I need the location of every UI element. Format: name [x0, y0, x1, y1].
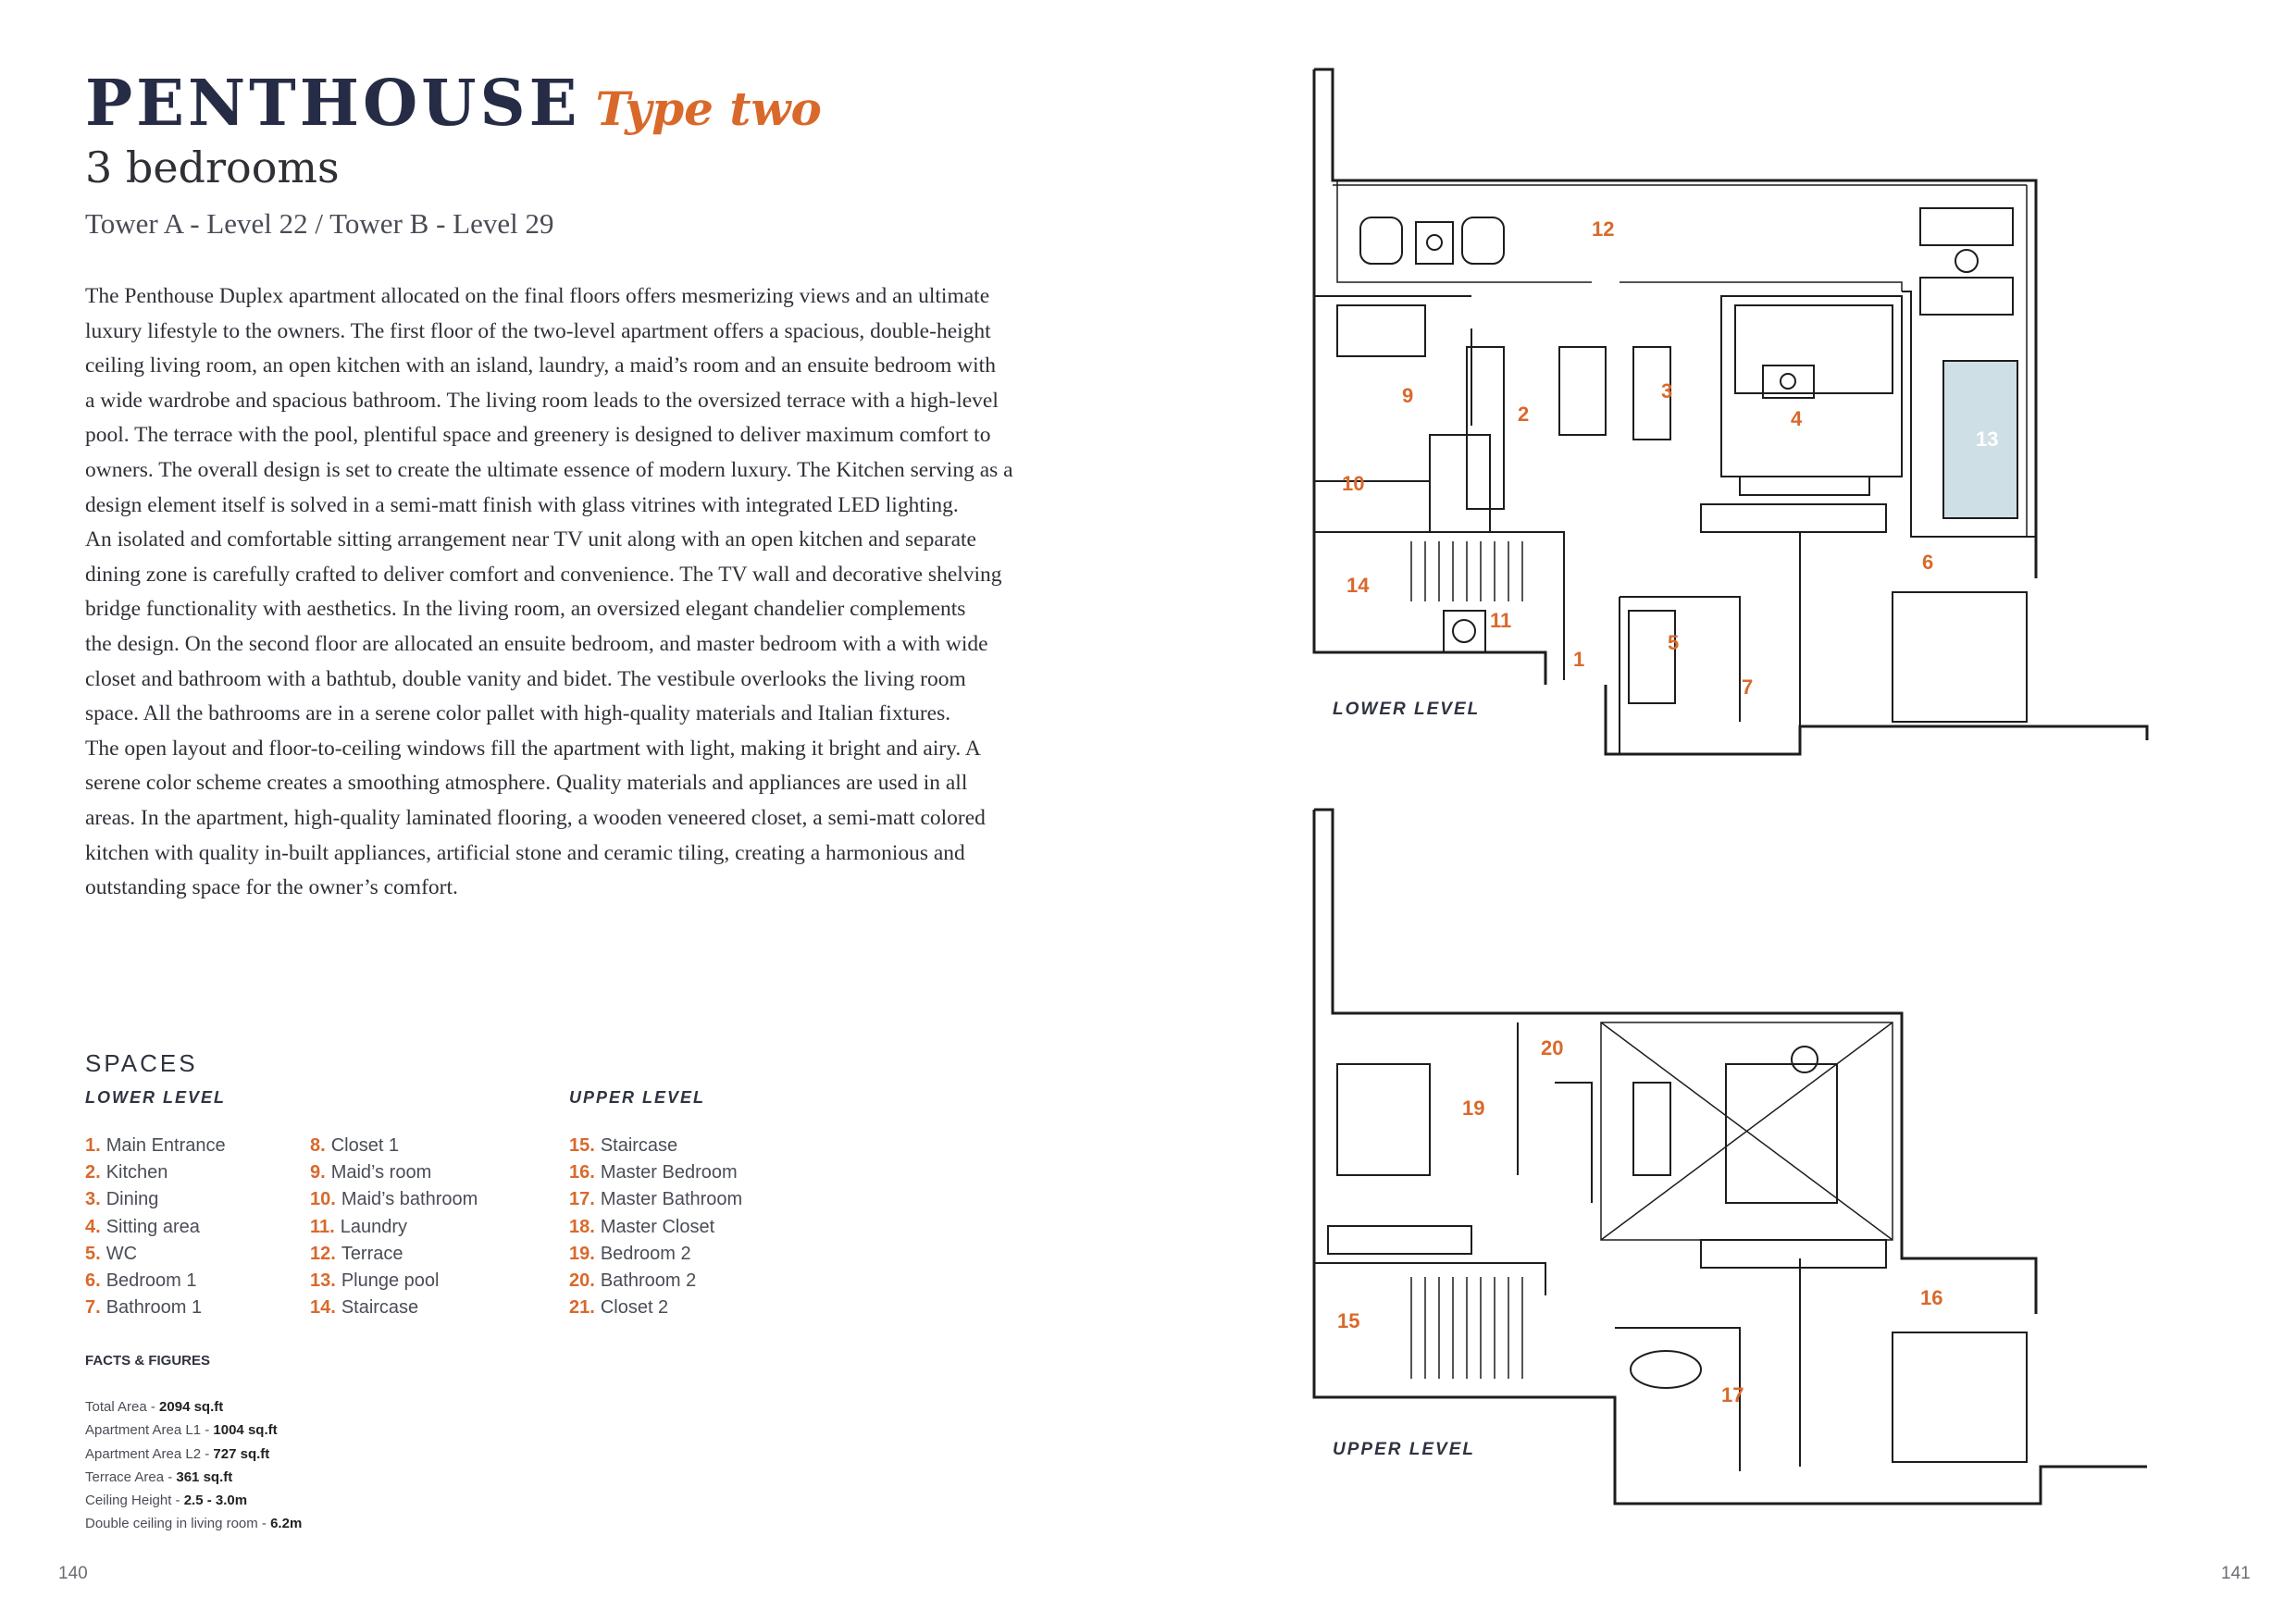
upper-spaces-list [569, 1133, 742, 1321]
fact-value: 361 sq.ft [176, 1468, 233, 1485]
dining-table-below [1633, 1083, 1670, 1175]
item-label: Master Closet [600, 1216, 715, 1237]
room-number: 7 [1742, 675, 1754, 699]
list-item [310, 1214, 478, 1241]
room-number: 13 [1976, 427, 1999, 451]
room-number: 9 [1402, 384, 1414, 407]
kitchen-island [1559, 347, 1606, 435]
item-number: 18. [569, 1216, 595, 1237]
list-item [85, 1159, 226, 1186]
shelving [1701, 504, 1886, 532]
fact-item [85, 1443, 302, 1466]
item-number: 20. [569, 1270, 595, 1292]
room-number: 16 [1920, 1286, 1943, 1309]
page-number-left: 140 [58, 1564, 88, 1583]
item-label: Plunge pool [341, 1270, 440, 1292]
list-item [569, 1295, 742, 1321]
side-table [1416, 222, 1453, 264]
exterior-wall [1314, 69, 2036, 578]
fact-item [85, 1419, 302, 1442]
terrace-edge [1337, 180, 1592, 282]
fact-value: 6.2m [270, 1516, 303, 1532]
room-number: 5 [1668, 631, 1680, 654]
title-accent: Type two [595, 81, 822, 136]
facts-list [85, 1395, 302, 1536]
description-line: luxury lifestyle to the owners. The first floor of the two-level apartment offers a spacious, double-height [85, 318, 991, 343]
description-line: owners. The overall design is set to create the ultimate essence of modern luxury. The Kitchen serving as a [85, 457, 1013, 482]
description-line: pool. The terrace with the pool, plentiful space and greenery is designed to deliver maximum comfort to [85, 423, 991, 448]
description-line: outstanding space for the owner’s comfort. [85, 875, 458, 900]
item-label: Dining [105, 1189, 159, 1210]
description [85, 279, 1112, 906]
upper-level-label: UPPER LEVEL [1333, 1440, 1475, 1459]
description-line: bridge functionality with aesthetics. In the living room, an oversized elegant chandelier complements [85, 597, 966, 622]
item-label: Maid’s bathroom [341, 1189, 478, 1210]
room-number: 15 [1337, 1309, 1360, 1332]
item-number: 21. [569, 1297, 595, 1319]
description-line: design element itself is solved in a semi-matt finish with glass vitrines with integrated LED lighting. [85, 492, 959, 517]
fact-label: Total Area - [85, 1399, 160, 1415]
lounge-chair [1462, 217, 1504, 264]
maid-bed [1337, 305, 1425, 356]
description-line: The open layout and floor-to-ceiling windows fill the apartment with light, making it bright and airy. A [85, 736, 981, 761]
list-item [85, 1268, 226, 1295]
staircase [1411, 541, 1522, 601]
room-number: 1 [1573, 648, 1585, 671]
fact-label: Terrace Area - [85, 1468, 177, 1485]
item-label: Terrace [341, 1243, 403, 1264]
lower-spaces-list-2 [310, 1133, 478, 1321]
fact-value: 2.5 - 3.0m [183, 1493, 248, 1509]
list-item [85, 1186, 226, 1213]
list-item [310, 1268, 478, 1295]
fact-value: 1004 sq.ft [213, 1422, 278, 1439]
item-number: 1. [85, 1135, 101, 1156]
list-item [310, 1159, 478, 1186]
lower-level-floor-plan [1296, 65, 2166, 768]
terrace-edge [1620, 282, 1902, 291]
bedroom-1-bed [1893, 592, 2027, 722]
list-item [85, 1214, 226, 1241]
item-label: WC [105, 1243, 138, 1264]
description-line: ceiling living room, an open kitchen with an island, laundry, a maid’s room and an ensuite bedroom with [85, 353, 996, 378]
description-line: areas. In the apartment, high-quality laminated flooring, a wooden veneered closet, a semi-matt colored [85, 805, 986, 830]
subtitle: 3 bedrooms [85, 142, 340, 192]
terrace-table [1955, 250, 1978, 272]
lower-level-heading: LOWER LEVEL [85, 1088, 226, 1107]
item-number: 12. [310, 1243, 336, 1264]
chair [1792, 1047, 1818, 1072]
room-number: 2 [1518, 403, 1530, 426]
item-number: 8. [310, 1135, 326, 1156]
fact-item [85, 1512, 302, 1535]
list-item [569, 1186, 742, 1213]
side-table-marker [1427, 235, 1442, 250]
fact-label: Apartment Area L1 - [85, 1422, 214, 1439]
bathtub-area [1629, 611, 1675, 703]
description-line: kitchen with quality in-built appliances, artificial stone and ceramic tiling, creating a harmonious and [85, 840, 965, 865]
item-number: 7. [85, 1297, 101, 1319]
interior-wall [1555, 1083, 1592, 1203]
lounge-chair [1360, 217, 1402, 264]
title-text: PENTHOUSE [85, 67, 581, 141]
exterior-wall [1314, 810, 2036, 1314]
item-number: 10. [310, 1189, 336, 1210]
item-number: 19. [569, 1243, 595, 1264]
interior-wall [1430, 435, 1490, 532]
sun-lounger [1920, 278, 2013, 315]
item-label: Master Bathroom [600, 1189, 743, 1210]
item-label: Maid’s room [330, 1162, 432, 1183]
room-number: 4 [1791, 407, 1803, 430]
item-label: Closet 2 [600, 1297, 669, 1319]
item-label: Bedroom 2 [600, 1243, 691, 1264]
fact-label: Apartment Area L2 - [85, 1445, 214, 1462]
item-label: Sitting area [105, 1216, 200, 1237]
item-number: 4. [85, 1216, 101, 1237]
staircase [1411, 1277, 1522, 1379]
fact-value: 2094 sq.ft [159, 1399, 224, 1415]
item-number: 2. [85, 1162, 101, 1183]
fact-item [85, 1466, 302, 1489]
list-item [569, 1159, 742, 1186]
chandelier-marker [1781, 374, 1795, 389]
laundry-machine [1444, 611, 1485, 652]
fact-label: Double ceiling in living room - [85, 1516, 271, 1532]
item-label: Staircase [600, 1135, 678, 1156]
item-label: Bathroom 2 [600, 1270, 697, 1292]
item-number: 14. [310, 1297, 336, 1319]
page-number-right: 141 [2221, 1564, 2251, 1583]
item-number: 9. [310, 1162, 326, 1183]
closet-2 [1328, 1226, 1471, 1254]
item-number: 13. [310, 1270, 336, 1292]
fact-item [85, 1489, 302, 1512]
description-line: closet and bathroom with a bathtub, double vanity and bidet. The vestibule overlooks the living room [85, 666, 966, 691]
room-number: 20 [1541, 1036, 1564, 1059]
item-number: 17. [569, 1189, 595, 1210]
sun-lounger [1920, 208, 2013, 245]
master-bed [1893, 1332, 2027, 1462]
description-line: a wide wardrobe and spacious bathroom. The living room leads to the oversized terrace with a high-level [85, 388, 999, 413]
room-number: 19 [1462, 1096, 1485, 1120]
item-number: 11. [310, 1216, 335, 1237]
item-label: Bedroom 1 [105, 1270, 197, 1292]
list-item [310, 1133, 478, 1159]
list-item [310, 1186, 478, 1213]
description-line: An isolated and comfortable sitting arrangement near TV unit along with an open kitchen and separate [85, 527, 976, 552]
room-number: 6 [1922, 551, 1934, 574]
shelving [1701, 1240, 1886, 1268]
fact-item [85, 1395, 302, 1419]
location-line: Tower A - Level 22 / Tower B - Level 29 [85, 207, 554, 240]
description-line: The Penthouse Duplex apartment allocated on the final floors offers mesmerizing views and an ultimate [85, 284, 990, 308]
rug [1721, 296, 1902, 477]
list-item [310, 1295, 478, 1321]
room-number: 11 [1490, 609, 1512, 632]
list-item [569, 1241, 742, 1268]
list-item [85, 1295, 226, 1321]
item-number: 15. [569, 1135, 595, 1156]
interior-wall [1314, 1263, 1545, 1295]
description-line: dining zone is carefully crafted to deliver comfort and convenience. The TV wall and decorative shelving [85, 562, 1002, 587]
list-item [569, 1214, 742, 1241]
lower-level-label: LOWER LEVEL [1333, 700, 1481, 719]
exterior-wall [1606, 685, 2147, 754]
description-line: serene color scheme creates a smoothing atmosphere. Quality materials and appliances are used in all [85, 771, 968, 796]
item-label: Master Bedroom [600, 1162, 738, 1183]
bedroom-2-bed [1337, 1064, 1430, 1175]
room-number: 3 [1661, 379, 1673, 403]
list-item [85, 1241, 226, 1268]
lower-spaces-list-1 [85, 1133, 226, 1321]
item-label: Staircase [341, 1297, 419, 1319]
list-item [85, 1133, 226, 1159]
item-number: 5. [85, 1243, 101, 1264]
list-item [569, 1133, 742, 1159]
item-label: Main Entrance [105, 1135, 226, 1156]
tv-unit [1740, 477, 1869, 495]
item-number: 3. [85, 1189, 101, 1210]
facts-heading: FACTS & FIGURES [85, 1353, 211, 1369]
list-item [569, 1268, 742, 1295]
item-number: 16. [569, 1162, 595, 1183]
description-line: the design. On the second floor are allocated an ensuite bedroom, and master bedroom with a with wide [85, 631, 988, 656]
fact-value: 727 sq.ft [213, 1445, 270, 1462]
upper-level-heading: UPPER LEVEL [569, 1088, 706, 1107]
list-item [310, 1241, 478, 1268]
fact-label: Ceiling Height - [85, 1493, 184, 1509]
page-title [85, 67, 822, 141]
room-number: 14 [1347, 574, 1370, 597]
room-number: 17 [1721, 1383, 1744, 1406]
upper-level-floor-plan [1296, 805, 2166, 1508]
description-line: space. All the bathrooms are in a serene color pallet with high-quality materials and Italian fixtures. [85, 701, 951, 726]
item-label: Laundry [340, 1216, 407, 1237]
item-label: Closet 1 [330, 1135, 400, 1156]
room-number: 12 [1592, 217, 1615, 241]
washer [1453, 620, 1475, 642]
spaces-heading: SPACES [85, 1049, 198, 1077]
bathtub [1631, 1351, 1701, 1388]
room-number: 10 [1342, 472, 1365, 495]
item-label: Bathroom 1 [105, 1297, 203, 1319]
item-number: 6. [85, 1270, 101, 1292]
item-label: Kitchen [105, 1162, 168, 1183]
